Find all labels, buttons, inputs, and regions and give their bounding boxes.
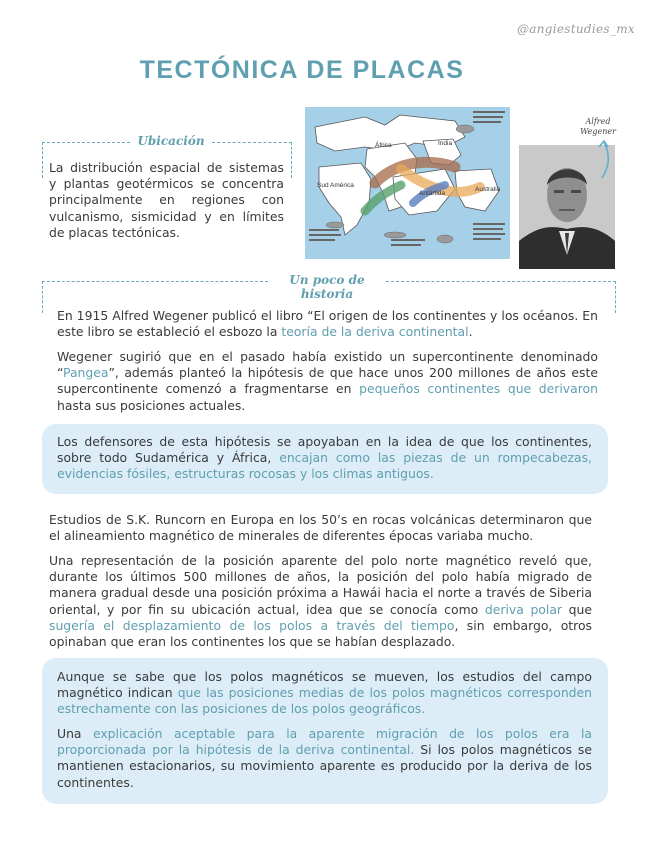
ubicacion-frame-left (42, 142, 43, 178)
map-label-antartida: Antártida (419, 190, 446, 197)
paragraph-wegener-book (57, 308, 598, 340)
map-label-africa: África (375, 142, 392, 149)
ubicacion-frame-right (291, 142, 292, 178)
box2-p1-highlight: que las posiciones medias de los polos magnéticos corresponden estrechamente con las posiciones de los polos geográficos. (57, 685, 593, 717)
historia-divider-left (42, 281, 268, 282)
portrait-arrow-icon (596, 138, 620, 180)
callout-poles-paragraph-2 (57, 726, 592, 791)
pangea-map (305, 107, 510, 259)
portrait-label-first: Alfred (585, 117, 611, 126)
p1-text: En 1915 Alfred Wegener publicó el libro “El origen de los continentes y los océanos. En este libro se estableció el esbozo la (57, 308, 598, 340)
historia-divider-right (386, 281, 616, 282)
watermark: @angiestudies_mx (517, 22, 635, 36)
paragraph-polar-wander (49, 553, 592, 650)
ubicacion-divider-left (42, 142, 130, 143)
p2-highlight: pequeños continentes que derivaron (359, 381, 598, 397)
portrait-label (568, 117, 628, 137)
map-label-india: India (438, 140, 453, 147)
callout-poles-paragraph-1 (57, 669, 592, 718)
callout-evidence-text (57, 434, 592, 483)
box2-p2-highlight: explicación aceptable para la aparente migración de los polos era la proporcionada por la hipótesis de la deriva continental. (57, 726, 592, 758)
p4-end: , sin embargo, otros opinaban que eran los continentes los que se habían desplazado. (49, 617, 593, 650)
ubicacion-divider-right (212, 142, 292, 143)
p2-end: hasta sus posiciones actuales. (57, 397, 246, 413)
p4-text-2: que (562, 601, 593, 617)
box2-p1-text: Aunque se sabe que los polos magnéticos se mueven, los estudios del campo magnético indican (57, 669, 592, 701)
box1-text: Los defensores de esta hipótesis se apoyaban en la idea de que los continentes, sobre todo Sudamérica y África, (57, 434, 592, 466)
map-label-australia: Australia (475, 186, 501, 193)
historia-heading: Un poco de historia (289, 273, 365, 301)
p1-highlight: teoría de la deriva continental (281, 324, 469, 340)
map-label-sud-america: Sud América (317, 182, 354, 189)
box1-highlight: encajan como las piezas de un rompecabezas, evidencias fósiles, estructuras rocosas y los climas antiguos. (57, 450, 592, 482)
ubicacion-heading: Ubicación (137, 134, 205, 148)
historia-frame-right (615, 281, 616, 313)
box2-p2-text: Una (57, 726, 93, 741)
p4-text: Una representación de la posición aparente del polo norte magnético reveló que, durante los últimos 500 millones de años, la posición del polo había migrado de manera gradual desde una posición próxima a Hawái hacia el norte a través de Siberia oriental, y por fin su ubicación actual, idea que se conocía como (49, 553, 592, 617)
p2-pangea: Pangea (63, 365, 109, 381)
paragraph-runcorn: Estudios de S.K. Runcorn en Europa en los 50’s en rocas volcánicas determinaron que el alineamiento magnético de minerales de diferentes épocas variaba mucho. (49, 512, 592, 544)
portrait-label-last: Wegener (580, 127, 616, 136)
page-title: TECTÓNICA DE PLACAS (139, 56, 465, 84)
ubicacion-text: La distribución espacial de sistemas y plantas geotérmicos se concentra principalmente en regiones con vulcanismo, sismicidad y en límites de placas tectónicas. (49, 160, 284, 240)
p4-deriva-polar: deriva polar (484, 601, 563, 617)
p2-text-2: ”, además planteó la hipótesis de que hace unos 200 millones de años este supercontinente comenzó a fragmentarse en (57, 365, 598, 397)
paragraph-pangea (57, 349, 598, 414)
p1-end: . (468, 324, 473, 340)
p2-text: Wegener sugirió que en el pasado había existido un supercontinente denominado “ (57, 349, 598, 381)
p4-highlight: sugería el desplazamiento de los polos a través del tiempo (49, 617, 455, 633)
box2-p2-end: Si los polos magnéticos se mantienen estacionarios, su movimiento aparente es producido por la deriva de los continentes. (57, 742, 592, 790)
historia-frame-left (42, 281, 43, 313)
